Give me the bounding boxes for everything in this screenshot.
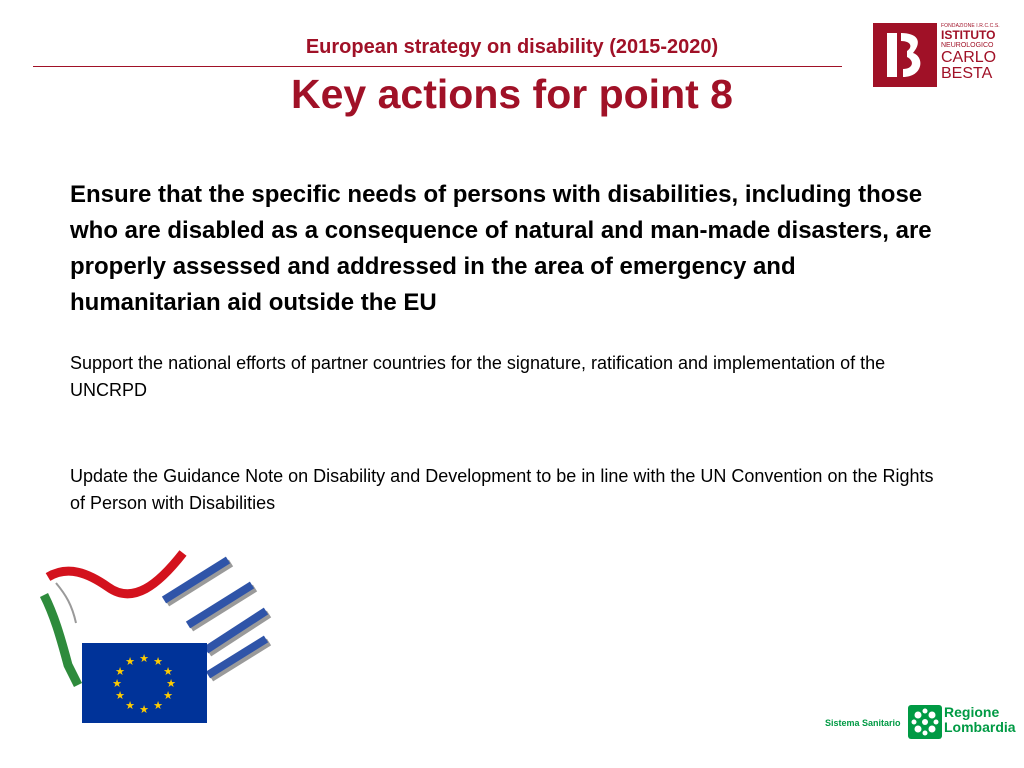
slide-subtitle: European strategy on disability (2015-2020)	[305, 36, 719, 58]
lombardia-rosa-camuna-icon	[908, 705, 942, 739]
action-paragraph-uncrpd: Support the national efforts of partner countries for the signature, ratification and implementation of the UNCRPD	[70, 353, 886, 400]
regione-lombardia-logo	[820, 700, 1016, 744]
besta-istituto-label: ISTITUTO	[941, 28, 996, 42]
svg-text:★: ★	[112, 677, 122, 690]
besta-besta-label: BESTA	[941, 65, 993, 82]
besta-neurologico-label: NEUROLOGICO	[941, 42, 994, 49]
svg-text:★: ★	[163, 665, 173, 678]
action-paragraph-guidance-note: Update the Guidance Note on Disability and Development to be in line with the UN Convention on the Rights of Person with Disabilities	[70, 466, 934, 513]
svg-text:★: ★	[153, 655, 163, 668]
lombardia-label: Lombardia	[944, 719, 1016, 735]
svg-text:★: ★	[115, 665, 125, 678]
svg-text:★: ★	[139, 652, 149, 665]
sistema-sanitario-label: Sistema Sanitario	[825, 718, 901, 728]
lead-statement: Ensure that the specific needs of persons with disabilities, including those who are disabled as a consequence of natural and man-made disasters, are properly assessed and addressed in the area of emergency and humanitarian aid outside the EU	[70, 181, 932, 316]
slide-title: Key actions for point 8	[291, 71, 733, 117]
svg-text:★: ★	[125, 655, 135, 668]
eu-disability-strategy-emblem-icon	[38, 545, 278, 730]
regione-lombardia-name	[944, 705, 1016, 735]
besta-logo	[873, 23, 999, 87]
svg-text:★: ★	[125, 699, 135, 712]
besta-logo-text	[941, 23, 1001, 87]
svg-text:★: ★	[115, 689, 125, 702]
svg-text:★: ★	[166, 677, 176, 690]
besta-carlo-label: CARLO	[941, 49, 997, 66]
regione-label: Regione	[944, 704, 1000, 720]
besta-foundation-label: FONDAZIONE I.R.C.C.S.	[941, 23, 1000, 29]
svg-text:★: ★	[163, 689, 173, 702]
svg-text:★: ★	[139, 703, 149, 716]
header-divider	[33, 66, 842, 67]
besta-logo-mark-icon	[873, 23, 937, 87]
svg-text:★: ★	[153, 699, 163, 712]
